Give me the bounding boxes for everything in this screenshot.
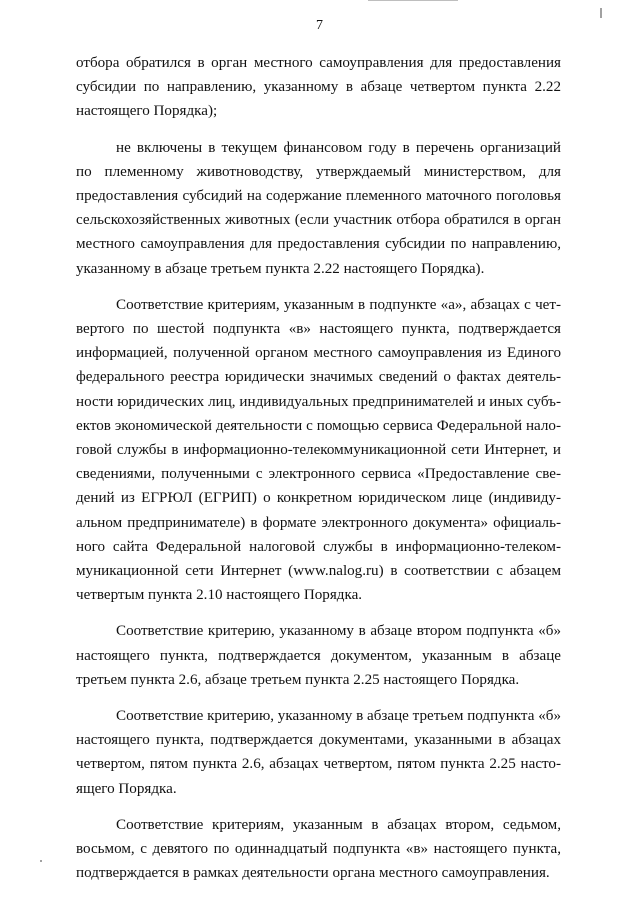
- scan-mark-right: [600, 8, 602, 18]
- paragraph-criteria-registry: Соответствие критериям, указанным в подпункте «а», абзацах с четвертого по шестой подпункта «в» настоящего пункта, подтверждается информацией, полученной органом местного самоуправления из Единого федерального реестра юридически значимых сведений о фактах деятельности юридических лиц, индивидуальных предпринимателей и иных субъектов экономической деятельности с помощью сервиса Федеральной налоговой службы в информационно-телекоммуникационной сети Интернет, и сведениями, полученными с электронного сервиса «Предоставление сведений из ЕГРЮЛ (ЕГРИП) о конкретном юридическом лице (индивидуальном предпринимателе) в формате электронного документа» официального сайта Федеральной налоговой службы в информационно-телекоммуникационной сети Интернет (www.nalog.ru) в соответствии с абзацем четвертым пункта 2.10 настоящего Порядка.: [76, 296, 561, 604]
- scan-mark-top: [368, 0, 458, 1]
- paragraph-criteria-v: Соответствие критериям, указанным в абзацах втором, седьмом, восьмом, с девятого по одиннадцатый подпункта «в» настоящего пункта, подтверждается в рамках деятельности органа местного самоуправления.: [76, 816, 561, 882]
- scan-mark-left: [40, 860, 42, 862]
- paragraph-breeding-list: не включены в текущем финансовом году в перечень организаций по племенному животноводству, утверждаемый министерством, для предоставления субсидий на содержание племенного маточного поголовья сельскохозяйственных животных (если участник отбора обратился в орган местного самоуправления для предоставления субсидии по направлению, указанному в абзаце третьем пункта 2.22 настоящего Порядка).: [76, 139, 561, 277]
- paragraph-continuation: отбора обратился в орган местного самоуправления для предоставления субсидии по направлению, указанному в абзаце четвертом пункта 2.22 настоящего Порядка);: [76, 55, 561, 120]
- page-number: 7: [316, 18, 323, 33]
- document-body: [76, 51, 561, 898]
- paragraph-criterion-b3: Соответствие критерию, указанному в абзаце третьем подпункта «б» настоящего пункта, подтверждается документами, указанными в абзацах четвертом, пятом пункта 2.6, абзацах четвертом, пятом пункта 2.25 настоящего Порядка.: [76, 708, 561, 797]
- paragraph-criterion-b2: Соответствие критерию, указанному в абзаце втором подпункта «б» настоящего пункта, подтверждается документом, указанным в абзаце третьем пункта 2.6, абзаце третьем пункта 2.25 настоящего Порядка.: [76, 623, 561, 688]
